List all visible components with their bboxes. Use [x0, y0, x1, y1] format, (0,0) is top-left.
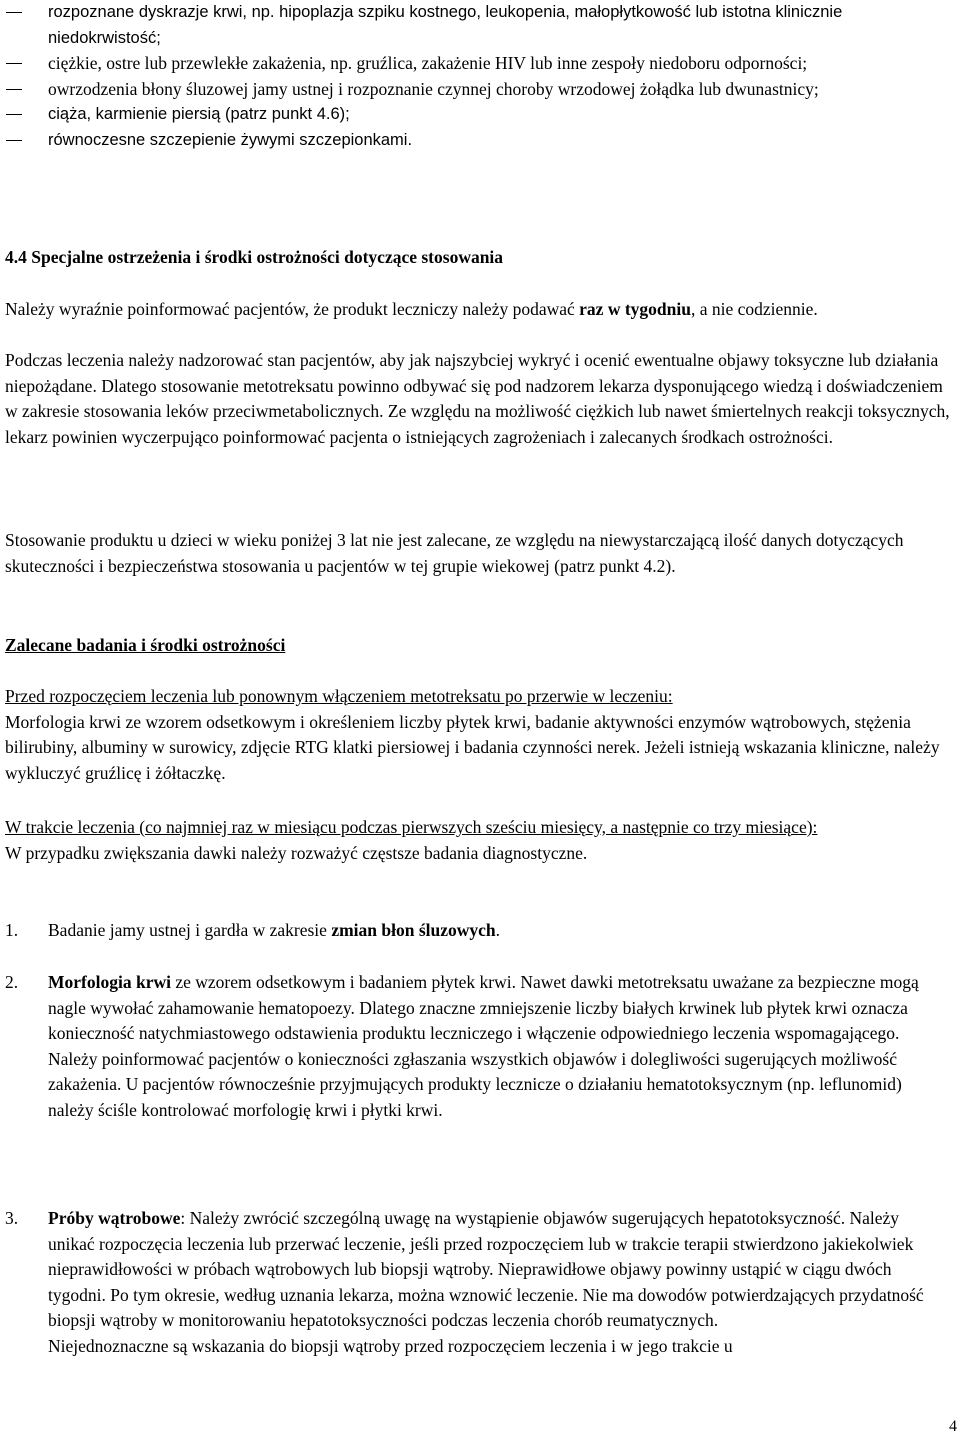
emphasis-text: zmian błon śluzowych [331, 920, 496, 940]
examination-list [5, 970, 945, 1123]
underlined-subheading: Przed rozpoczęciem leczenia lub ponownym włączeniem metotreksatu po przerwie w leczeniu: [5, 686, 673, 706]
list-item-text: równoczesne szczepienie żywymi szczepionkami. [48, 130, 413, 149]
section-heading: 4.4 Specjalne ostrzeżenia i środki ostrożności dotyczące stosowania [5, 247, 504, 267]
paragraph-before-treatment [5, 684, 953, 786]
paragraph-monitoring: Podczas leczenia należy nadzorować stan pacjentów, aby jak najszybciej wykryć i ocenić ewentualne objawy toksyczne lub działania niepożądane. Dlatego stosowanie metotreksatu powinno odbywać się pod nadzorem lekarza dysponującego wiedzą i doświadczeniem w zakresie stosowania leków przeciwmetabolicznych. Ze względu na możliwość ciężkich lub nawet śmiertelnych reakcji toksycznych, lekarz powinien wyczerpująco poinformować pacjenta o istniejących zagrożeniach i zalecanych środkach ostrożności. [5, 350, 950, 447]
page-number: 4 [949, 1418, 957, 1435]
text-span: , a nie codziennie. [690, 299, 818, 319]
list-item-text: ciężkie, ostre lub przewlekłe zakażenia, np. gruźlica, zakażenie HIV lub inne zespoły niedoboru odporności; [48, 53, 808, 73]
list-item [0, 51, 950, 77]
list-item [0, 77, 950, 103]
dash-bullet-icon [6, 63, 22, 64]
dash-bullet-icon [6, 89, 22, 90]
paragraph-weekly-dosing [5, 297, 953, 323]
paragraph-during-treatment [5, 815, 953, 866]
list-item-text: ciąża, karmienie piersią (patrz punkt 4.6); [48, 105, 350, 123]
text-span: W przypadku zwiększania dawki należy rozważyć częstsze badania diagnostyczne. [5, 842, 588, 863]
item-number: 2. [5, 972, 19, 992]
text-span: Należy wyraźnie poinformować pacjentów, że produkt leczniczy należy podawać [5, 299, 580, 319]
list-item [0, 102, 950, 128]
text-span: : Należy zwrócić szczególną uwagę na wystąpienie objawów sugerujących hepatotoksyczność. Należy unikać rozpoczęcia leczenia lub przerwać leczenie, jeśli przed rozpoczęciem lub w trakcie terapii stwierdzono jakiekolwiek nieprawidłowości w próbach wątrobowych lub biopsji wątroby. Nieprawidłowe objawy powinny ustąpić w ciągu dwóch tygodni. Po tym okresie, według uznania lekarza, można wznowić leczenie. Nie ma dowodów potwierdzających przydatność biopsji wątroby w monitorowaniu hepatotoksyczności podczas leczenia chorób reumatycznych. [48, 1208, 924, 1330]
paragraph-children: Stosowanie produktu u dzieci w wieku poniżej 3 lat nie jest zalecane, ze względu na niewystarczającą ilość danych dotyczących skuteczności i bezpieczeństwa stosowania u pacjentów w tej grupie wiekowej (patrz punkt 4.2). [5, 530, 904, 576]
emphasis-text: Próby wątrobowe [48, 1208, 181, 1228]
text-span: Morfologia krwi ze wzorem odsetkowym i określeniem liczby płytek krwi, badanie aktywności enzymów wątrobowych, stężenia bilirubiny, albuminy w surowicy, zdjęcie RTG klatki piersiowej i badania czynności nerek. Jeżeli istnieją wskazania kliniczne, należy wykluczyć gruźlicę i żółtaczkę. [5, 711, 940, 783]
list-item [0, 128, 950, 154]
list-item-text: owrzodzenia błony śluzowej jamy ustnej i rozpoznanie czynnej choroby wrzodowej żołądka lub dwunastnicy; [48, 78, 819, 99]
subsection-heading: Zalecane badania i środki ostrożności [5, 635, 286, 655]
text-span: ze wzorem odsetkowym i badaniem płytek krwi. Nawet dawki metotreksatu uważane za bezpieczne mogą nagle wywołać zahamowanie hematopoezy. Dlatego znaczne zmniejszenie liczby białych krwinek lub płytek krwi oznacza konieczność natychmiastowego odstawienia produktu leczniczego i włączenie odpowiedniego leczenia wspomagającego. Należy poinformować pacjentów o konieczności zgłaszania wszystkich objawów i dolegliwości sugerujących możliwość zakażenia. U pacjentów równocześnie przyjmujących produkty lecznicze o działaniu hematotoksycznym (np. leflunomid) należy ściśle kontrolować morfologię krwi i płytki krwi. [48, 972, 919, 1120]
item-number: 3. [5, 1208, 19, 1228]
emphasis-text: raz w tygodniu [579, 299, 691, 319]
list-item-text: rozpoznane dyskrazje krwi, np. hipoplazja szpiku kostnego, leukopenia, małopłytkowość lub istotna klinicznie niedokrwistość; [48, 3, 843, 47]
text-span: Niejednoznaczne są wskazania do biopsji wątroby przed rozpoczęciem leczenia i w jego trakcie u [48, 1335, 733, 1356]
text-span: Badanie jamy ustnej i gardła w zakresie [48, 920, 332, 940]
list-item [0, 0, 950, 51]
contraindication-list [0, 0, 950, 153]
item-number: 1. [5, 920, 19, 940]
underlined-subheading: W trakcie leczenia (co najmniej raz w miesiącu podczas pierwszych sześciu miesięcy, a następnie co trzy miesiące): [5, 817, 818, 837]
dash-bullet-icon [6, 114, 22, 115]
emphasis-text: Morfologia krwi [48, 972, 171, 992]
examination-list [5, 918, 945, 944]
list-item [5, 1206, 945, 1359]
list-item [5, 918, 945, 944]
list-item [5, 970, 945, 1123]
dash-bullet-icon [6, 140, 22, 141]
examination-list [5, 1206, 945, 1359]
dash-bullet-icon [6, 12, 22, 13]
text-span: . [495, 920, 501, 940]
